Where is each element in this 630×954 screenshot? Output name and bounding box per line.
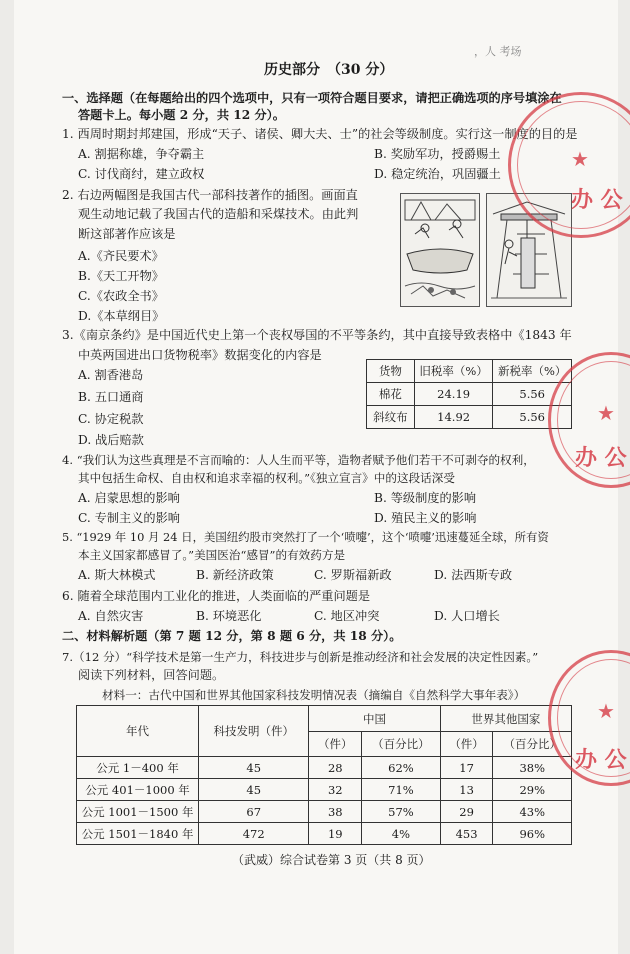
- q2-option-b: B.《天工开物》: [78, 269, 164, 283]
- col-china: 中国: [309, 706, 440, 732]
- sub-count-china: （件）: [309, 732, 362, 757]
- table-cell: 45: [199, 757, 309, 779]
- tariff-header-old: 旧税率（%）: [414, 360, 493, 383]
- q4-option-d: D. 殖民主义的影响: [374, 511, 477, 525]
- table-cell: 29%: [493, 779, 572, 801]
- q2-stem-line3: 断这部著作应该是: [78, 227, 176, 241]
- col-era: 年代: [77, 706, 199, 757]
- sub-pct-world: （百分比）: [493, 732, 572, 757]
- tariff-header-new: 新税率（%）: [493, 360, 572, 383]
- table-cell: 43%: [493, 801, 572, 823]
- table-cell: 公元 1－400 年: [77, 757, 199, 779]
- q5-option-c: C. 罗斯福新政: [314, 568, 392, 582]
- q5-stem-line1: 5. “1929 年 10 月 24 日，美国纽约股市突然打了一个‘喷嚏’，这个‘喷嚏’迅速蔓延全球，所有资: [62, 530, 549, 544]
- shipbuilding-illustration: [400, 193, 480, 307]
- q7-stem-line2: 阅读下列材料，回答问题。: [78, 668, 225, 682]
- q5-stem-line2: 本主义国家都感冒了。”美国医治“感冒”的有效药方是: [78, 548, 346, 562]
- tariff-table: [366, 359, 572, 429]
- seal-label: 办 公: [575, 747, 627, 773]
- q5-option-a: A. 斯大林模式: [78, 568, 156, 582]
- q4-stem-line1: 4. “我们认为这些真理是不言而喻的：人人生而平等，造物者赋予他们若干不可剥夺的权利，: [62, 453, 535, 467]
- table-cell: 71%: [362, 779, 440, 801]
- table-cell: 28: [309, 757, 362, 779]
- table-cell: 公元 1001－1500 年: [77, 801, 199, 823]
- sub-count-world: （件）: [440, 732, 493, 757]
- table-cell: 45: [199, 779, 309, 801]
- q6-stem: 6. 随着全球范围内工业化的推进，人类面临的严重问题是: [62, 589, 371, 603]
- q4-option-a: A. 启蒙思想的影响: [78, 491, 180, 505]
- q2-stem-line1: 2. 右边两幅图是我国古代一部科技著作的插图。画面直: [62, 188, 358, 202]
- section1-heading-line1: 一、选择题（在每题给出的四个选项中，只有一项符合题目要求，请把正确选项的序号填涂在: [62, 91, 562, 105]
- sub-pct-china: （百分比）: [362, 732, 440, 757]
- table-cell: 62%: [362, 757, 440, 779]
- q6-option-d: D. 人口增长: [434, 609, 500, 623]
- q3-option-b: B. 五口通商: [78, 390, 144, 404]
- table-cell: 斜纹布: [367, 406, 415, 429]
- q5-option-b: B. 新经济政策: [196, 568, 274, 582]
- table-cell: 5.56: [493, 383, 572, 406]
- seal-star-icon: ★: [571, 147, 589, 171]
- q3-stem-line2: 中英两国进出口货物税率》数据变化的内容是: [78, 348, 322, 362]
- q4-option-b: B. 等级制度的影响: [374, 491, 477, 505]
- seal-label: 办 公: [571, 187, 623, 213]
- section2-heading: 二、材料解析题（第 7 题 12 分，第 8 题 6 分，共 18 分）。: [62, 629, 402, 643]
- q4-option-c: C. 专制主义的影响: [78, 511, 180, 525]
- q6-option-b: B. 环境恶化: [196, 609, 262, 623]
- q7-stem-line1: 7.（12 分）“科学技术是第一生产力，科技进步与创新是推动经济和社会发展的决定性因素。”: [62, 650, 539, 664]
- table-cell: 32: [309, 779, 362, 801]
- page-footer: （武威）综合试卷第 3 页（共 8 页）: [232, 853, 431, 867]
- material-title: 材料一：古代中国和世界其他国家科技发明情况表（摘编自《自然科学大事年表》）: [102, 688, 526, 702]
- table-cell: 4%: [362, 823, 440, 845]
- table-cell: 公元 1501－1840 年: [77, 823, 199, 845]
- table-cell: 29: [440, 801, 493, 823]
- invention-table: [76, 705, 572, 845]
- table-cell: 67: [199, 801, 309, 823]
- q3-stem-line1: 3.《南京条约》是中国近代史上第一个丧权辱国的不平等条约，其中直接导致表格中《1843 年: [62, 328, 572, 342]
- section-title: 历史部分 （30 分）: [264, 62, 394, 78]
- table-cell: 公元 401－1000 年: [77, 779, 199, 801]
- table-cell: 96%: [493, 823, 572, 845]
- q2-option-d: D.《本草纲目》: [78, 309, 165, 323]
- table-cell: 19: [309, 823, 362, 845]
- q3-option-a: A. 割香港岛: [78, 368, 144, 382]
- q3-option-d: D. 战后赔款: [78, 433, 144, 447]
- q1-stem: 1. 西周时期封邦建国，形成“天子、诸侯、卿大夫、士”的社会等级制度。实行这一制度的目的是: [62, 127, 578, 141]
- table-cell: 38: [309, 801, 362, 823]
- q1-option-c: C. 讨伐商纣，建立政权: [78, 167, 205, 181]
- q1-option-d: D. 稳定统治，巩固疆土: [374, 167, 501, 181]
- q4-stem-line2: 其中包括生命权、自由权和追求幸福的权利。”《独立宣言》中的这段话深受: [78, 471, 455, 485]
- q2-option-a: A.《齐民要术》: [78, 249, 164, 263]
- q2-stem-line2: 观生动地记载了我国古代的造船和采煤技术。由此判: [78, 207, 359, 221]
- q2-option-c: C.《农政全书》: [78, 289, 164, 303]
- seal-label: 办 公: [575, 445, 627, 471]
- table-cell: 472: [199, 823, 309, 845]
- tariff-header-goods: 货物: [367, 360, 415, 383]
- table-cell: 13: [440, 779, 493, 801]
- table-cell: 棉花: [367, 383, 415, 406]
- seal-star-icon: ★: [597, 401, 615, 425]
- seal-star-icon: ★: [597, 699, 615, 723]
- q6-option-c: C. 地区冲突: [314, 609, 380, 623]
- table-cell: 14.92: [414, 406, 493, 429]
- col-world: 世界其他国家: [440, 706, 571, 732]
- q1-option-a: A. 割据称雄，争夺霸主: [78, 147, 205, 161]
- table-cell: 453: [440, 823, 493, 845]
- table-cell: 57%: [362, 801, 440, 823]
- q6-option-a: A. 自然灾害: [78, 609, 144, 623]
- table-cell: 17: [440, 757, 493, 779]
- table-cell: 24.19: [414, 383, 493, 406]
- col-total: 科技发明（件）: [199, 706, 309, 757]
- q5-option-d: D. 法西斯专政: [434, 568, 513, 582]
- header-fragment: ，人 考场: [474, 45, 522, 58]
- q3-option-c: C. 协定税款: [78, 412, 144, 426]
- section1-heading-line2: 答题卡上。每小题 2 分，共 12 分）。: [78, 108, 285, 122]
- table-cell: 38%: [493, 757, 572, 779]
- table-cell: 5.56: [493, 406, 572, 429]
- q1-option-b: B. 奖励军功，授爵赐土: [374, 147, 501, 161]
